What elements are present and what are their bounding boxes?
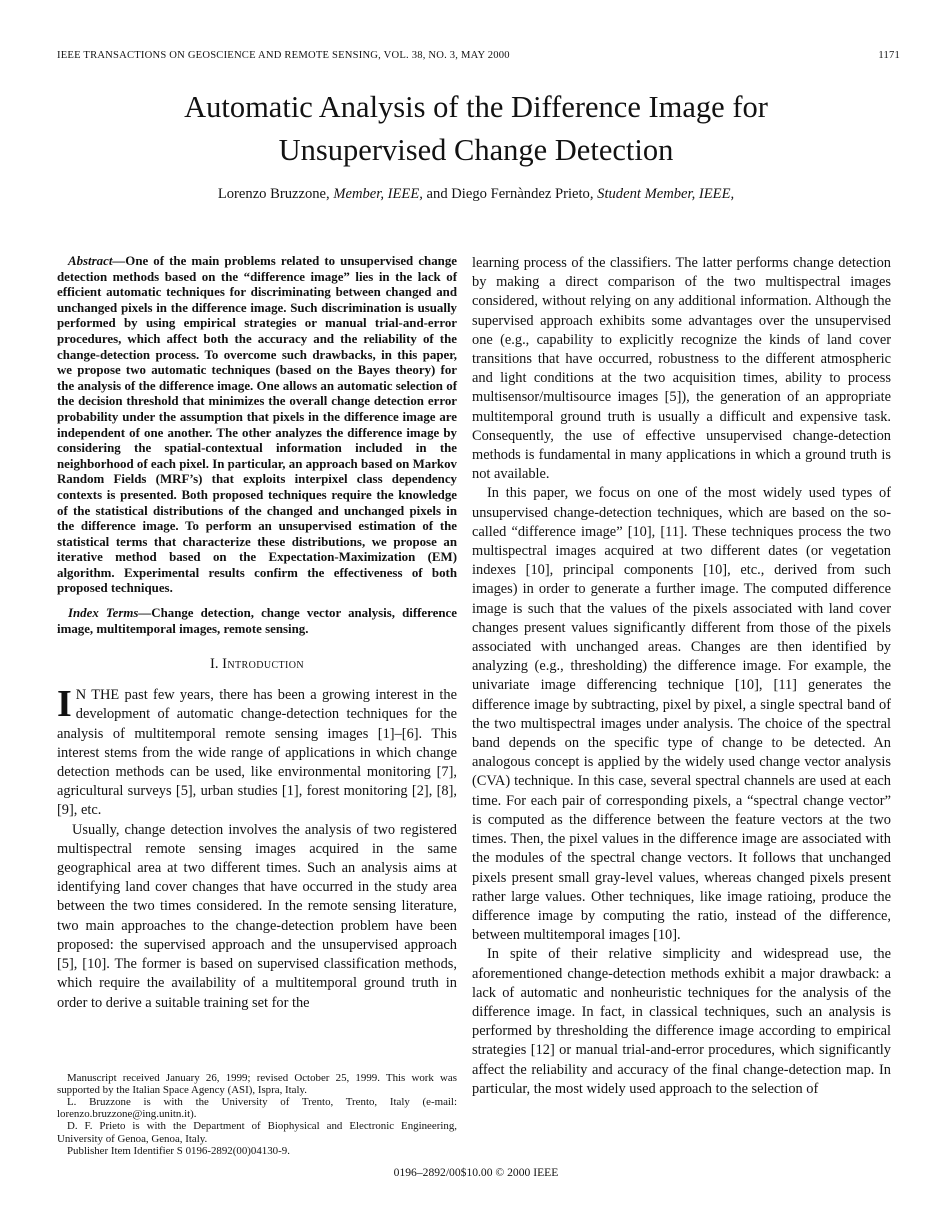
authors-line xyxy=(0,186,952,203)
author-role-2: Student Member, IEEE, xyxy=(597,186,735,202)
title-line2: Unsupervised Change Detection xyxy=(278,133,674,167)
section-title: Introduction xyxy=(222,656,305,673)
footnote-manuscript: Manuscript received January 26, 1999; revised October 25, 1999. This work was supported by the Italian Space Agency (ASI), Ispra, Italy. xyxy=(57,1071,457,1096)
title-line1: Automatic Analysis of the Difference Image for xyxy=(184,90,768,124)
two-column-body xyxy=(57,254,891,1157)
intro-paragraph-1-text: N THE past few years, there has been a growing interest in the development of automatic change-detection techniques for the analysis of multitemporal remote sensing images [1]–[6]. This interest stems from the wide range of applications in which change detection methods can be used, like environmental monitoring [7], agricultural surveys [5], urban studies [1], forest monitoring [2], [8], [9], etc. xyxy=(57,687,457,819)
right-column xyxy=(472,254,891,1157)
page-number: 1171 xyxy=(878,50,900,61)
author-role-1: Member, IEEE, xyxy=(333,186,423,202)
author-name-1: Lorenzo Bruzzone, xyxy=(217,186,334,202)
author-name-2: and Diego Fernàndez Prieto, xyxy=(422,186,598,202)
left-column xyxy=(57,254,457,1157)
index-terms-paragraph xyxy=(57,606,457,637)
running-header xyxy=(57,50,900,61)
journal-header: IEEE TRANSACTIONS ON GEOSCIENCE AND REMOTE SENSING, VOL. 38, NO. 3, MAY 2000 xyxy=(57,50,510,61)
footnote-author-2: D. F. Prieto is with the Department of Biophysical and Electronic Engineering, University of Genoa, Genoa, Italy. xyxy=(57,1120,457,1145)
intro-paragraph-2: Usually, change detection involves the analysis of two registered multispectral remote sensing images acquired in the same geographical area at two different times. Such an analysis aims at identifying land cover changes that have occurred in the study area between the two times considered. In the remote sensing literature, two main approaches to the change-detection problem have been proposed: the supervised approach and the unsupervised approach [5], [10]. The former is based on supervised classification methods, which require the availability of a multitemporal ground truth in order to derive a suitable training set for the xyxy=(57,821,457,1011)
index-terms-label: Index Terms— xyxy=(68,606,152,621)
abstract-text: One of the main problems related to unsupervised change detection methods based on the “difference image” lies in the lack of efficient automatic techniques for discriminating between changed and unchanged pixels in the difference image. Such discrimination is usually performed by using empirical strategies or manual trial-and-error procedures, which affect both the accuracy and the reliability of the change-detection process. To overcome such drawbacks, in this paper, we propose two automatic techniques (based on the Bayes theory) for the analysis of the difference image. One allows an automatic selection of the decision threshold that minimizes the overall change detection error probability under the assumption that pixels in the difference image are independent of one another. The other analyzes the difference image by considering the spatial-contextual information included in the neighborhood of each pixel. In particular, an approach based on Markov Random Fields (MRF’s) that exploits interpixel class dependency contexts is presented. Both proposed techniques require the knowledge of the statistical distributions of the changed and unchanged pixels in the difference image. To perform an unsupervised estimation of the statistical terms that characterize these distributions, we propose an iterative method based on the Expectation-Maximization (EM) algorithm. Experimental results confirm the effectiveness of both proposed techniques. xyxy=(57,254,457,596)
index-terms-text: Change detection, change vector analysis, difference image, multitemporal images, remote sensing. xyxy=(57,606,457,636)
intro-paragraph-1 xyxy=(57,683,457,820)
paper-title xyxy=(0,86,952,172)
footnote-author-1: L. Bruzzone is with the University of Trento, Trento, Italy (e-mail: lorenzo.bruzzone@ing.unitn.it). xyxy=(57,1095,457,1121)
footer-copyright: 0196–2892/00$10.00 © 2000 IEEE xyxy=(393,1166,559,1179)
footnote-publisher-id: Publisher Item Identifier S 0196-2892(00)04130-9. xyxy=(67,1144,290,1157)
body-paragraph-difference-image: In this paper, we focus on one of the most widely used types of unsupervised change-detection techniques, which are based on the so-called “difference image” [10], [11]. These techniques process the two multispectral images acquired at two different dates (or vegetation indexes [10], principal components [10], etc., derived from such images) in order to generate a further image. The computed difference image is such that the values of the pixels associated with land cover changes present values significantly different from those of the pixels associated with unchanged areas. Changes are then identified by analyzing (e.g., thresholding) the difference image. For example, the univariate image differencing technique [10], [11] generates the difference image by subtracting, pixel by pixel, a single spectral band of the two multispectral images under analysis. The choice of the spectral band depends on the specific type of change to be detected. An analogous concept is applied by the widely used change vector analysis (CVA) technique. In this case, several spectral channels are used at each time. For each pair of corresponding pixels, a “spectral change vector” is computed as the difference between the feature vectors at the two times. Then, the pixel values in the difference image are associated with the modules of the spectral change vectors. It follows that unchanged pixels present small gray-level values, whereas changed pixels present rather large values. Other techniques, like image ratioing, produce the difference image by computing the ratio, instead of the difference, between multitemporal images [10]. xyxy=(472,485,891,944)
body-paragraph-continuation: learning process of the classifiers. The latter performs change detection by making a direct comparison of the two multispectral images considered, without relying on any additional information. Although the supervised approach exhibits some advantages over the unsupervised one (e.g., capability to explicitly recognize the kinds of land cover transitions that have occurred, robustness to the different atmospheric and light conditions at the two acquisition times, ability to process multisensor/multisource images [5]), the generation of an appropriate multitemporal ground truth is usually a difficult and expensive task. Consequently, the use of effective unsupervised change-detection methods is fundamental in many applications in which a ground truth is not available. xyxy=(472,255,891,483)
footnote-block xyxy=(57,1072,457,1157)
section-heading-introduction xyxy=(57,656,457,673)
section-number: I. xyxy=(209,656,219,673)
abstract-paragraph xyxy=(57,254,457,597)
drop-cap: I xyxy=(57,683,72,726)
body-paragraph-drawback: In spite of their relative simplicity and widespread use, the aforementioned change-detection methods exhibit a major drawback: a lack of automatic and nonheuristic techniques for the analysis of the difference image. In fact, in classical techniques, such an analysis is performed by thresholding the difference image according to empirical strategies [12] or manual trial-and-error procedures, which significantly affect the reliability and accuracy of the final change-detection map. In particular, the most widely used approach to the selection of xyxy=(472,946,891,1097)
abstract-label: Abstract— xyxy=(68,254,126,268)
